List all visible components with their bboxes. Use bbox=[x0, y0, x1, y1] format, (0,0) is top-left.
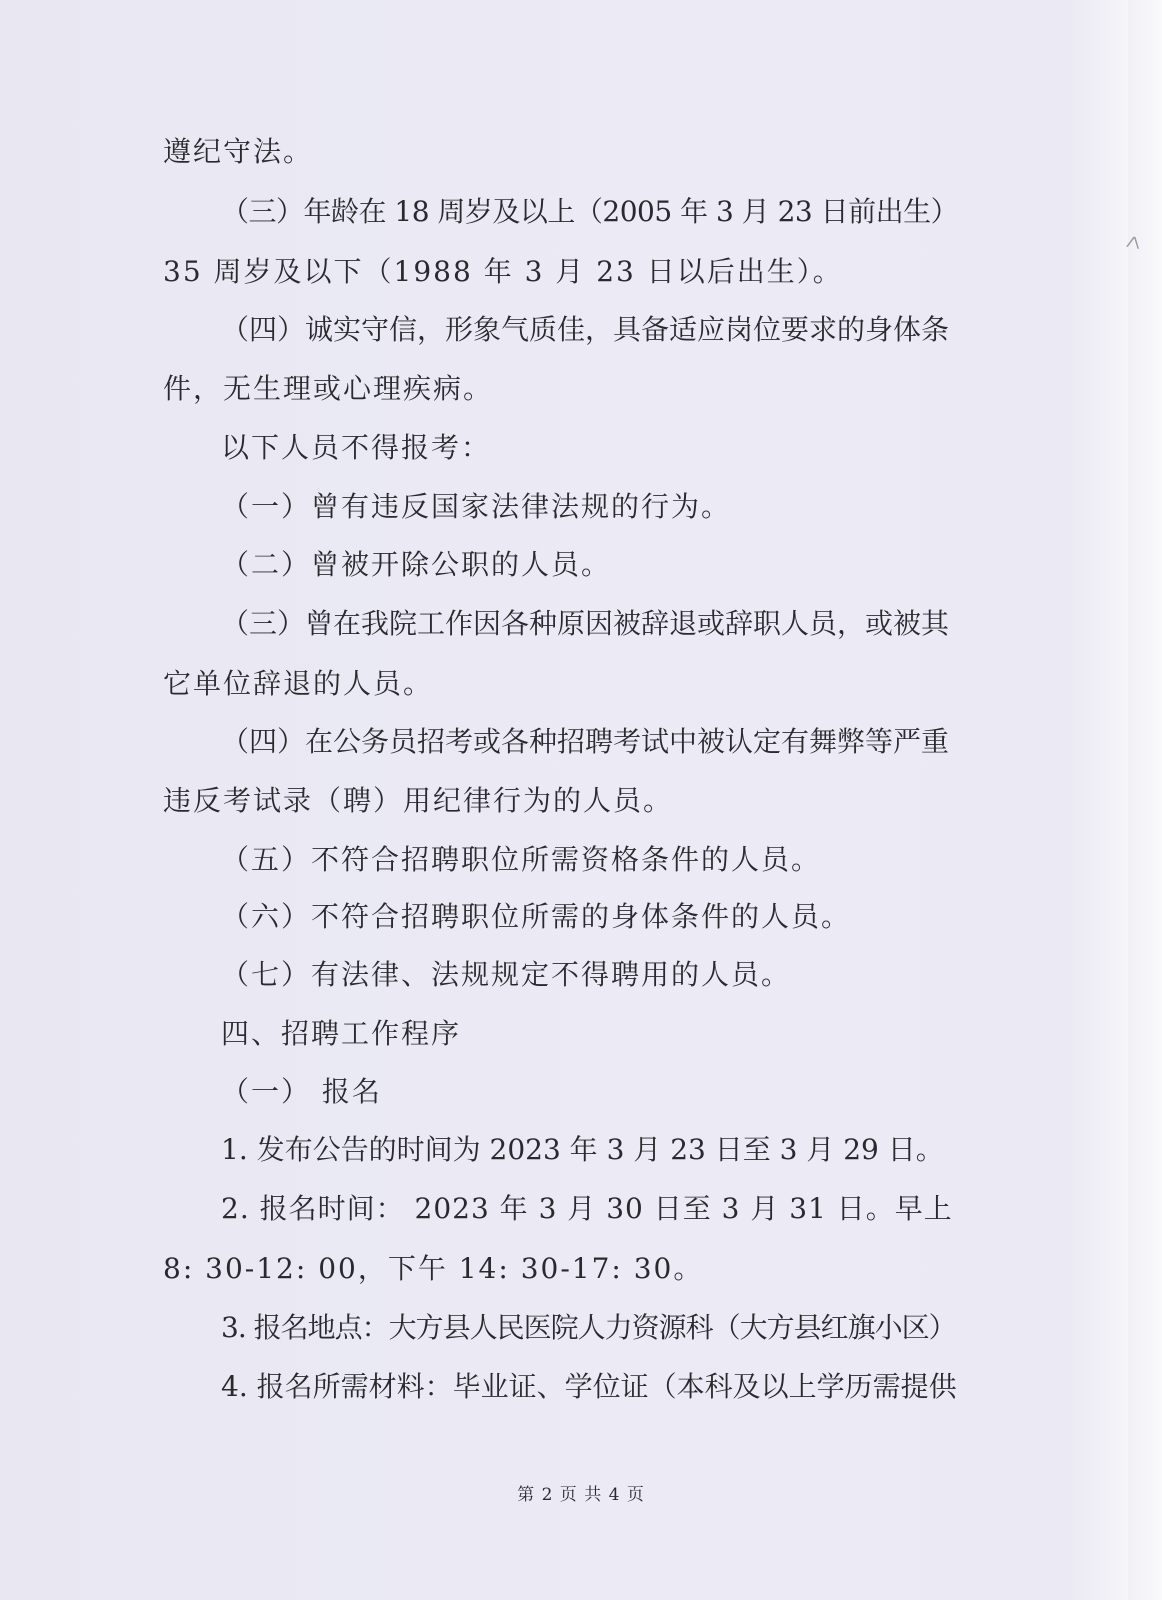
text-line: 8: 30-12: 00，下午 14: 30-17: 30。 bbox=[163, 1252, 704, 1285]
text-line: 3. 报名地点：大方县人民医院人力资源科（大方县红旗小区） bbox=[221, 1311, 956, 1344]
text-line: 遵纪守法。 bbox=[163, 135, 314, 168]
text-line: （二）曾被开除公职的人员。 bbox=[221, 548, 612, 581]
text-line: 违反考试录（聘）用纪律行为的人员。 bbox=[163, 784, 674, 817]
text-line: （一） 报名 bbox=[221, 1075, 382, 1108]
page-number-footer: 第 2 页 共 4 页 bbox=[517, 1485, 645, 1505]
text-line: （三）曾在我院工作因各种原因被辞退或辞职人员，或被其 bbox=[221, 607, 950, 640]
text-line: 件，无生理或心理疾病。 bbox=[163, 372, 494, 405]
text-line: （四）诚实守信，形象气质佳，具备适应岗位要求的身体条 bbox=[221, 313, 950, 346]
text-line: 四、招聘工作程序 bbox=[221, 1017, 462, 1050]
text-line: （一）曾有违反国家法律法规的行为。 bbox=[221, 490, 732, 523]
text-line: 以下人员不得报考： bbox=[221, 431, 492, 464]
text-line: 它单位辞退的人员。 bbox=[163, 667, 434, 700]
text-line: （七）有法律、法规规定不得聘用的人员。 bbox=[221, 958, 792, 991]
text-line: （五）不符合招聘职位所需资格条件的人员。 bbox=[221, 843, 822, 876]
text-line: 2. 报名时间： 2023 年 3 月 30 日至 3 月 31 日。早上 bbox=[221, 1192, 953, 1225]
text-line: （三）年龄在 18 周岁及以上（2005 年 3 月 23 日前出生） bbox=[221, 195, 959, 228]
text-line: 35 周岁及以下（1988 年 3 月 23 日以后出生）。 bbox=[163, 255, 843, 288]
text-line: （四）在公务员招考或各种招聘考试中被认定有舞弊等严重 bbox=[221, 725, 950, 758]
margin-mark: ᐳ bbox=[1123, 234, 1147, 251]
text-line: （六）不符合招聘职位所需的身体条件的人员。 bbox=[221, 900, 852, 933]
text-line: 1. 发布公告的时间为 2023 年 3 月 23 日至 3 月 29 日。 bbox=[221, 1133, 944, 1166]
text-line: 4. 报名所需材料：毕业证、学位证（本科及以上学历需提供 bbox=[221, 1370, 957, 1403]
